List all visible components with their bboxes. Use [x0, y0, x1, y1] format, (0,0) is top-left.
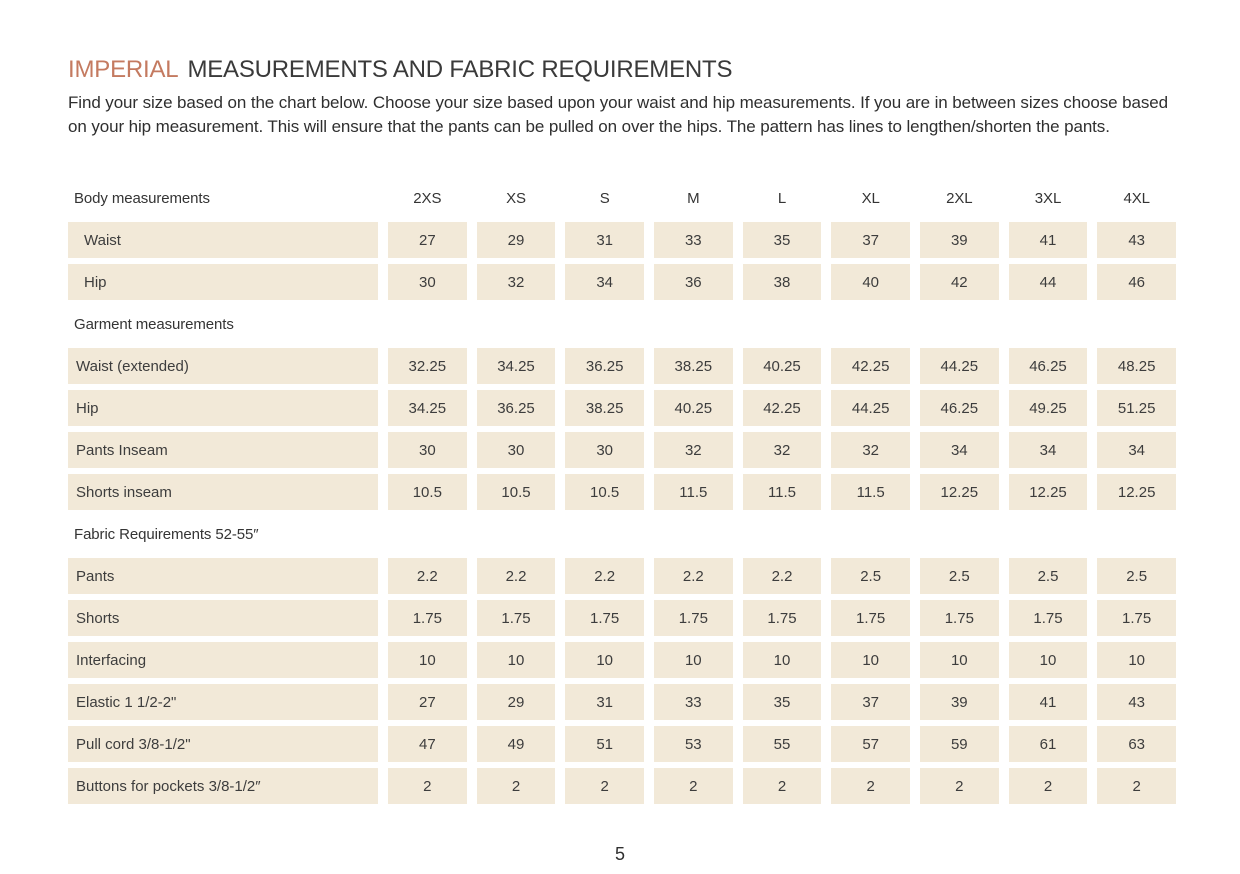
- value-cell: 38.25: [654, 348, 733, 384]
- size-column-header: L: [777, 189, 787, 207]
- value-cell: 34: [565, 264, 644, 300]
- value-cell: 33: [654, 222, 733, 258]
- value-cell: 1.75: [388, 600, 467, 636]
- value-cell: 1.75: [1009, 600, 1088, 636]
- value-cell: 31: [565, 684, 644, 720]
- value-cell: 1.75: [477, 600, 556, 636]
- row-label-cell: Pants: [68, 558, 378, 594]
- value-cell: 59: [920, 726, 999, 762]
- value-cell: 30: [388, 264, 467, 300]
- value-cell: 48.25: [1097, 348, 1176, 384]
- value-cell: 32: [477, 264, 556, 300]
- section-header: Fabric Requirements 52-55″: [74, 525, 259, 543]
- row-label-cell: Waist: [68, 222, 378, 258]
- size-column-header: 3XL: [1034, 189, 1062, 207]
- section-header: Garment measurements: [74, 315, 234, 333]
- value-cell: 11.5: [831, 474, 910, 510]
- value-cell: 1.75: [743, 600, 822, 636]
- value-cell: 49.25: [1009, 390, 1088, 426]
- row-label-cell: Interfacing: [68, 642, 378, 678]
- value-cell: 42.25: [743, 390, 822, 426]
- value-cell: 10: [654, 642, 733, 678]
- value-cell: 10: [1009, 642, 1088, 678]
- value-cell: 46.25: [1009, 348, 1088, 384]
- column-header-label: Body measurements: [74, 189, 210, 207]
- value-cell: 10: [388, 642, 467, 678]
- value-cell: 1.75: [565, 600, 644, 636]
- value-cell: 10: [743, 642, 822, 678]
- value-cell: 35: [743, 684, 822, 720]
- size-column-header: S: [599, 189, 610, 207]
- value-cell: 2.2: [743, 558, 822, 594]
- value-cell: 27: [388, 222, 467, 258]
- value-cell: 51: [565, 726, 644, 762]
- row-label-cell: Buttons for pockets 3/8-1/2″: [68, 768, 378, 804]
- size-column-header: XS: [506, 189, 526, 207]
- row-label-cell: Shorts: [68, 600, 378, 636]
- value-cell: 36.25: [477, 390, 556, 426]
- row-label-cell: Hip: [68, 264, 378, 300]
- value-cell: 10: [477, 642, 556, 678]
- value-cell: 10: [831, 642, 910, 678]
- value-cell: 10: [1097, 642, 1176, 678]
- value-cell: 36.25: [565, 348, 644, 384]
- value-cell: 37: [831, 684, 910, 720]
- value-cell: 34: [920, 432, 999, 468]
- value-cell: 49: [477, 726, 556, 762]
- value-cell: 10.5: [477, 474, 556, 510]
- value-cell: 1.75: [654, 600, 733, 636]
- value-cell: 2.5: [1097, 558, 1176, 594]
- page-title-highlight: IMPERIAL: [68, 56, 179, 83]
- value-cell: 36: [654, 264, 733, 300]
- value-cell: 2: [1009, 768, 1088, 804]
- value-cell: 39: [920, 222, 999, 258]
- value-cell: 1.75: [831, 600, 910, 636]
- value-cell: 57: [831, 726, 910, 762]
- value-cell: 43: [1097, 684, 1176, 720]
- value-cell: 2.2: [388, 558, 467, 594]
- value-cell: 34.25: [477, 348, 556, 384]
- value-cell: 12.25: [1097, 474, 1176, 510]
- value-cell: 2.5: [1009, 558, 1088, 594]
- row-label-cell: Pants Inseam: [68, 432, 378, 468]
- value-cell: 63: [1097, 726, 1176, 762]
- value-cell: 30: [565, 432, 644, 468]
- value-cell: 41: [1009, 222, 1088, 258]
- value-cell: 55: [743, 726, 822, 762]
- value-cell: 2.5: [920, 558, 999, 594]
- value-cell: 44.25: [831, 390, 910, 426]
- value-cell: 10.5: [388, 474, 467, 510]
- value-cell: 29: [477, 222, 556, 258]
- value-cell: 32: [654, 432, 733, 468]
- value-cell: 2.2: [565, 558, 644, 594]
- value-cell: 41: [1009, 684, 1088, 720]
- page-title: [68, 56, 1176, 84]
- value-cell: 37: [831, 222, 910, 258]
- size-column-header: 4XL: [1123, 189, 1150, 207]
- value-cell: 44: [1009, 264, 1088, 300]
- value-cell: 46.25: [920, 390, 999, 426]
- value-cell: 39: [920, 684, 999, 720]
- value-cell: 35: [743, 222, 822, 258]
- value-cell: 40.25: [743, 348, 822, 384]
- value-cell: 10.5: [565, 474, 644, 510]
- value-cell: 40: [831, 264, 910, 300]
- value-cell: 47: [388, 726, 467, 762]
- value-cell: 61: [1009, 726, 1088, 762]
- size-column-header: XL: [861, 189, 880, 207]
- value-cell: 2: [654, 768, 733, 804]
- value-cell: 53: [654, 726, 733, 762]
- value-cell: 11.5: [654, 474, 733, 510]
- value-cell: 10: [565, 642, 644, 678]
- value-cell: 30: [477, 432, 556, 468]
- value-cell: 38: [743, 264, 822, 300]
- value-cell: 31: [565, 222, 644, 258]
- value-cell: 2: [743, 768, 822, 804]
- value-cell: 34.25: [388, 390, 467, 426]
- row-label-cell: Pull cord 3/8-1/2": [68, 726, 378, 762]
- row-label-cell: Elastic 1 1/2-2": [68, 684, 378, 720]
- value-cell: 40.25: [654, 390, 733, 426]
- page-number: 5: [614, 844, 625, 864]
- value-cell: 34: [1097, 432, 1176, 468]
- value-cell: 1.75: [1097, 600, 1176, 636]
- row-label-cell: Shorts inseam: [68, 474, 378, 510]
- row-label-cell: Waist (extended): [68, 348, 378, 384]
- value-cell: 42: [920, 264, 999, 300]
- value-cell: 12.25: [1009, 474, 1088, 510]
- size-column-header: M: [687, 189, 700, 207]
- value-cell: 29: [477, 684, 556, 720]
- value-cell: 10: [920, 642, 999, 678]
- value-cell: 27: [388, 684, 467, 720]
- value-cell: 33: [654, 684, 733, 720]
- value-cell: 2: [831, 768, 910, 804]
- value-cell: 32: [743, 432, 822, 468]
- size-chart-table: [68, 180, 1176, 804]
- value-cell: 2.2: [477, 558, 556, 594]
- value-cell: 51.25: [1097, 390, 1176, 426]
- intro-text: Find your size based on the chart below. Choose your size based upon your waist and hip measurements. If you are in between sizes choose based on your hip measurement. This will ensure that the pants can be pulled on over the hips. The pattern has lines to lengthen/shorten the pants.: [68, 93, 1168, 136]
- row-label-cell: Hip: [68, 390, 378, 426]
- value-cell: 1.75: [920, 600, 999, 636]
- value-cell: 46: [1097, 264, 1176, 300]
- value-cell: 42.25: [831, 348, 910, 384]
- value-cell: 2: [477, 768, 556, 804]
- value-cell: 2: [920, 768, 999, 804]
- value-cell: 12.25: [920, 474, 999, 510]
- value-cell: 38.25: [565, 390, 644, 426]
- value-cell: 2: [388, 768, 467, 804]
- value-cell: 2: [565, 768, 644, 804]
- value-cell: 32.25: [388, 348, 467, 384]
- size-column-header: 2XL: [946, 189, 973, 207]
- page-title-rest: MEASUREMENTS AND FABRIC REQUIREMENTS: [187, 56, 733, 83]
- value-cell: 2: [1097, 768, 1176, 804]
- value-cell: 44.25: [920, 348, 999, 384]
- value-cell: 32: [831, 432, 910, 468]
- value-cell: 34: [1009, 432, 1088, 468]
- value-cell: 2.2: [654, 558, 733, 594]
- value-cell: 2.5: [831, 558, 910, 594]
- size-column-header: 2XS: [413, 189, 442, 207]
- value-cell: 43: [1097, 222, 1176, 258]
- value-cell: 30: [388, 432, 467, 468]
- value-cell: 11.5: [743, 474, 822, 510]
